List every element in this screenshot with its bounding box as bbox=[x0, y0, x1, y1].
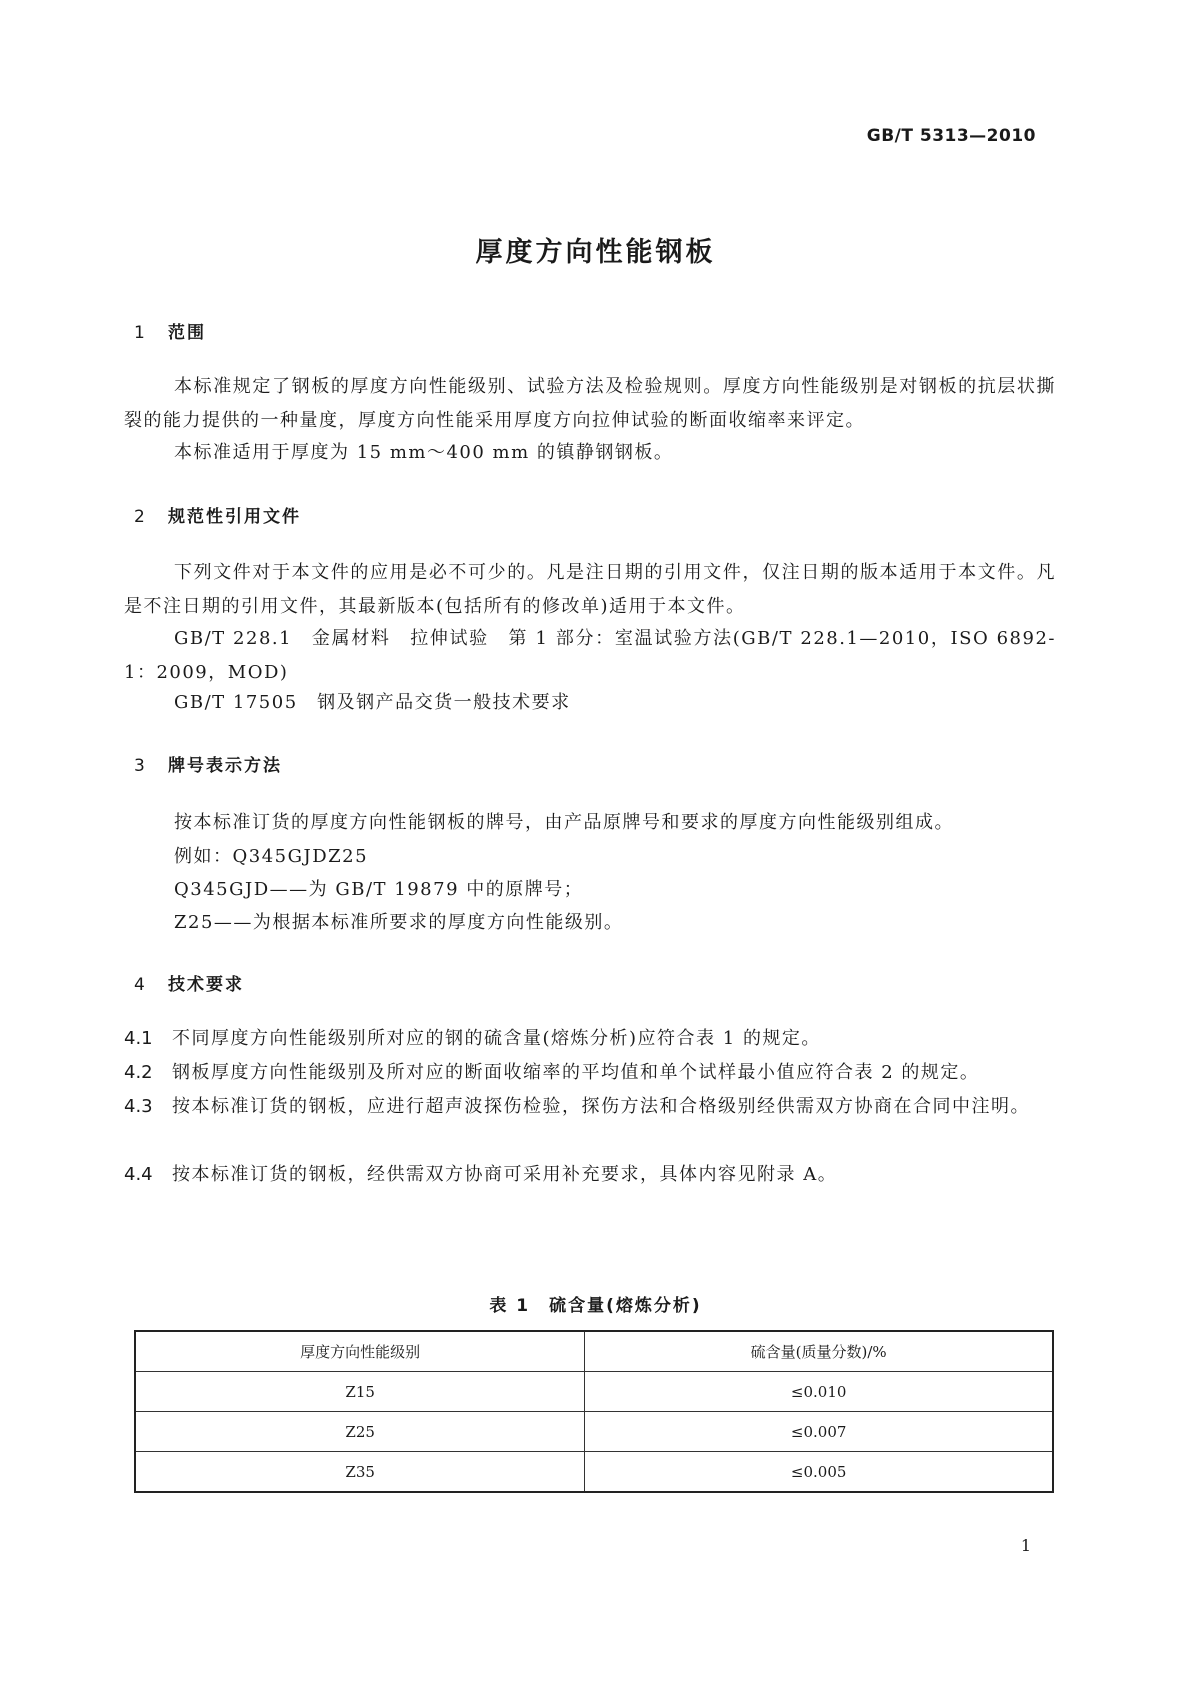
section-4-heading bbox=[134, 970, 244, 995]
reference-gbt-228-1: GB/T 228.1 金属材料 拉伸试验 第 1 部分：室温试验方法(GB/T 228.1—2010，ISO 6892-1：2009，MOD) bbox=[124, 628, 1056, 683]
section-title: 牌号表示方法 bbox=[168, 756, 282, 776]
section-3-heading bbox=[134, 751, 282, 776]
clause-text: 按本标准订货的钢板，应进行超声波探伤检验，探伤方法和合格级别经供需双方协商在合同中注明。 bbox=[172, 1096, 1030, 1117]
table-row bbox=[135, 1412, 1053, 1452]
section-3-example: 例如：Q345GJDZ25 bbox=[174, 846, 369, 867]
table-header-row bbox=[135, 1331, 1053, 1372]
table-row bbox=[135, 1372, 1053, 1412]
section-number: 1 bbox=[134, 323, 147, 343]
reference-gbt-17505: GB/T 17505 钢及钢产品交货一般技术要求 bbox=[174, 692, 571, 713]
section-2-heading bbox=[134, 502, 301, 527]
table-1-caption: 表 1 硫含量(熔炼分析) bbox=[489, 1296, 702, 1316]
table-cell: ≤0.010 bbox=[585, 1372, 1053, 1412]
clause-4-1 bbox=[124, 1022, 1056, 1056]
section-1-heading bbox=[134, 318, 206, 343]
table-header-cell: 硫含量(质量分数)/% bbox=[585, 1331, 1053, 1372]
clause-number: 4.2 bbox=[124, 1062, 153, 1083]
clause-number: 4.3 bbox=[124, 1096, 153, 1117]
table-header-cell: 厚度方向性能级别 bbox=[135, 1331, 585, 1372]
section-number: 2 bbox=[134, 507, 147, 527]
clause-text: 不同厚度方向性能级别所对应的钢的硫含量(熔炼分析)应符合表 1 的规定。 bbox=[172, 1028, 821, 1049]
table-1 bbox=[134, 1330, 1054, 1493]
table-cell: Z25 bbox=[135, 1412, 585, 1452]
section-1-paragraph-1: 本标准规定了钢板的厚度方向性能级别、试验方法及检验规则。厚度方向性能级别是对钢板的抗层状撕裂的能力提供的一种量度，厚度方向性能采用厚度方向拉伸试验的断面收缩率来评定。 bbox=[124, 376, 1056, 431]
clause-4-4 bbox=[124, 1158, 1056, 1192]
clause-text: 钢板厚度方向性能级别及所对应的断面收缩率的平均值和单个试样最小值应符合表 2 的规定。 bbox=[172, 1062, 980, 1083]
standard-code: GB/T 5313—2010 bbox=[866, 126, 1036, 146]
table-cell: ≤0.005 bbox=[585, 1452, 1053, 1493]
document-title: 厚度方向性能钢板 bbox=[475, 237, 716, 268]
section-2-paragraph-1: 下列文件对于本文件的应用是必不可少的。凡是注日期的引用文件，仅注日期的版本适用于本文件。凡是不注日期的引用文件，其最新版本(包括所有的修改单)适用于本文件。 bbox=[124, 562, 1056, 617]
clause-4-3 bbox=[124, 1090, 1056, 1124]
page-number: 1 bbox=[1020, 1536, 1031, 1555]
clause-number: 4.1 bbox=[124, 1028, 153, 1049]
section-1-paragraph-2: 本标准适用于厚度为 15 mm～400 mm 的镇静钢钢板。 bbox=[174, 442, 674, 463]
table-cell: ≤0.007 bbox=[585, 1412, 1053, 1452]
table-row bbox=[135, 1452, 1053, 1493]
section-3-example-z25: Z25——为根据本标准所要求的厚度方向性能级别。 bbox=[174, 912, 624, 933]
clause-number: 4.4 bbox=[124, 1164, 153, 1185]
table-cell: Z35 bbox=[135, 1452, 585, 1493]
table-cell: Z15 bbox=[135, 1372, 585, 1412]
clause-text: 按本标准订货的钢板，经供需双方协商可采用补充要求，具体内容见附录 A。 bbox=[172, 1164, 838, 1185]
section-title: 范围 bbox=[168, 323, 206, 343]
section-number: 4 bbox=[134, 975, 147, 995]
clause-4-2 bbox=[124, 1056, 1056, 1090]
section-3-example-q345gjd: Q345GJD——为 GB/T 19879 中的原牌号； bbox=[174, 879, 584, 900]
section-title: 规范性引用文件 bbox=[168, 507, 301, 527]
section-3-paragraph-1: 按本标准订货的厚度方向性能钢板的牌号，由产品原牌号和要求的厚度方向性能级别组成。 bbox=[174, 812, 954, 833]
section-title: 技术要求 bbox=[168, 975, 244, 995]
section-number: 3 bbox=[134, 756, 147, 776]
